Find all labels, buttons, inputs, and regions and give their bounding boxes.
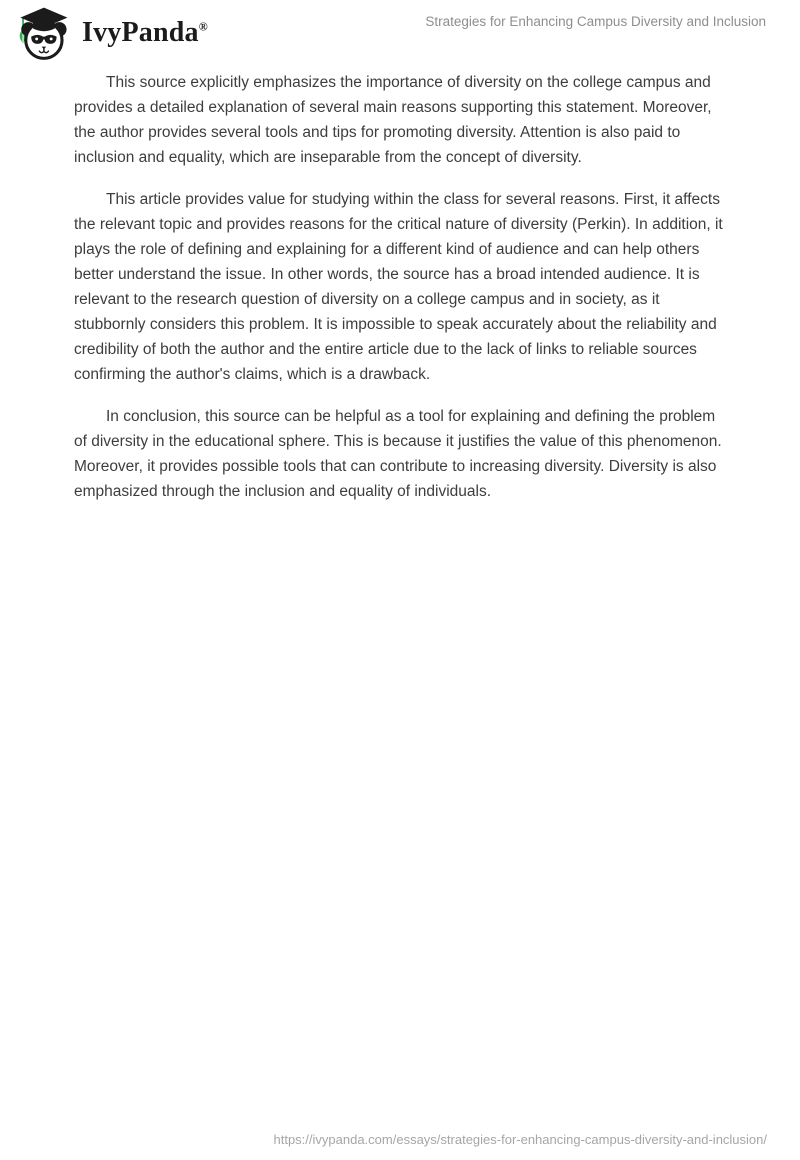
page-header (0, 0, 800, 64)
panda-graduation-cap-icon (14, 4, 72, 62)
essay-paragraph: In conclusion, this source can be helpful as a tool for explaining and defining the problem of diversity in the educational sphere. This is because it justifies the value of this phenomenon. Moreover, it provides possible tools that can contribute to increasing diversity. Diversity is also emphasized through the inclusion and equality of individuals. (74, 408, 722, 500)
essay-paragraph: This article provides value for studying within the class for several reasons. First, it affects the relevant topic and provides reasons for the critical nature of diversity (Perkin). In addition, it plays the role of defining and explaining for a different kind of audience and can help others better understand the issue. In other words, the source has a broad intended audience. It is relevant to the research question of diversity on a college campus and in society, as it stubbornly considers this problem. It is impossible to speak accurately about the reliability and credibility of both the author and the entire article due to the lack of links to reliable sources confirming the author's claims, which is a drawback. (74, 191, 723, 383)
essay-body (74, 70, 726, 521)
registered-mark: ® (198, 19, 208, 34)
brand-wordmark: IvyPanda® (82, 17, 208, 48)
source-url: https://ivypanda.com/essays/strategies-for-enhancing-campus-diversity-and-inclusion/ (273, 1132, 767, 1147)
essay-paragraph: This source explicitly emphasizes the importance of diversity on the college campus and provides a detailed explanation of several main reasons supporting this statement. Moreover, the author provides several tools and tips for promoting diversity. Attention is also paid to inclusion and equality, which are inseparable from the concept of diversity. (74, 74, 712, 166)
document-title: Strategies for Enhancing Campus Diversity and Inclusion (425, 14, 766, 29)
ivypanda-logo[interactable] (14, 4, 208, 62)
